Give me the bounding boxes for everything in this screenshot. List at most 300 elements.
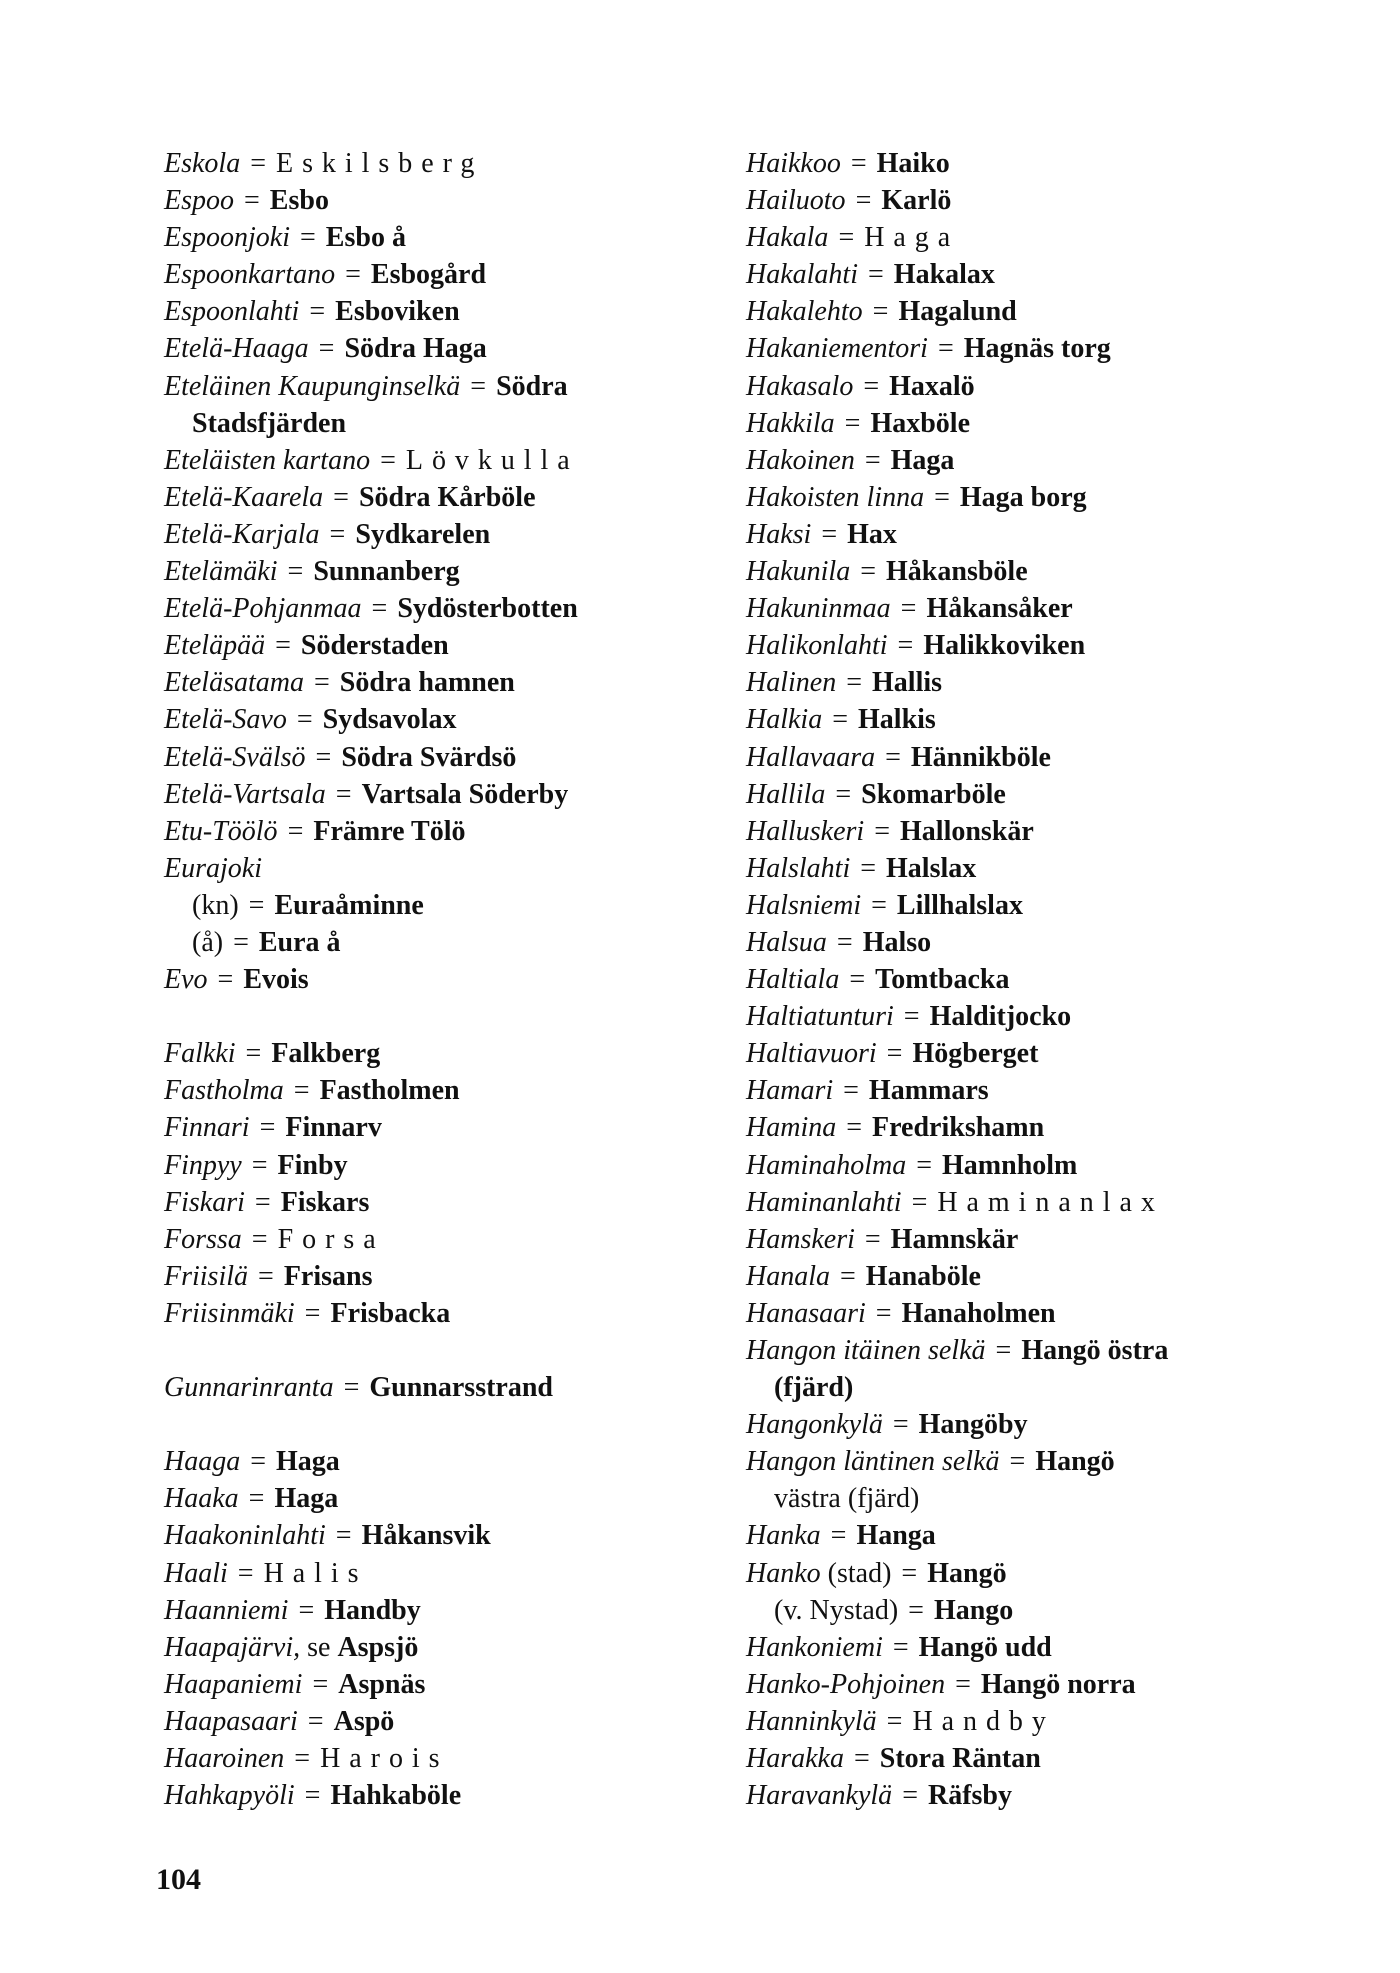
index-entry (746, 627, 1291, 664)
index-entry (746, 1221, 1291, 1258)
swedish-name: Aspsjö (337, 1631, 419, 1663)
finnish-name: Hanko-Pohjoinen (746, 1668, 946, 1700)
finnish-name: Hakalahti (746, 259, 858, 291)
equals-sign: = (312, 1668, 329, 1700)
index-entry (164, 627, 724, 664)
index-entry (746, 1666, 1291, 1703)
finnish-name: Haali (164, 1557, 228, 1589)
equals-sign: = (934, 481, 950, 513)
index-entry (164, 850, 724, 887)
finnish-name: Espoonkartano (164, 259, 336, 291)
equals-sign: = (318, 333, 335, 365)
equals-sign: = (217, 964, 234, 996)
entry-continuation (164, 405, 724, 442)
swedish-name: Hahkaböle (330, 1780, 462, 1812)
swedish-name: Fiskars (280, 1186, 370, 1218)
index-entry (746, 442, 1291, 479)
index-entry (746, 1517, 1291, 1554)
swedish-name: Stora Räntan (879, 1743, 1041, 1775)
swedish-name: Haga borg (959, 481, 1087, 513)
swedish-name: Vartsala Söderby (361, 778, 569, 810)
swedish-name: Sydösterbotten (397, 593, 578, 625)
equals-sign: = (863, 370, 880, 402)
finnish-name: Etelä-Pohjanmaa (164, 593, 362, 625)
index-entry (164, 516, 724, 553)
index-entry (746, 182, 1291, 219)
index-entry (164, 368, 724, 405)
swedish-name: Halkis (858, 704, 936, 736)
section-gap (164, 1406, 724, 1443)
swedish-name: Handby (912, 1705, 1055, 1737)
swedish-name: Euraåminne (274, 889, 424, 921)
swedish-name: Halso (862, 926, 932, 958)
index-entry (746, 1703, 1291, 1740)
right-column (746, 145, 1291, 1814)
finnish-name: Halikonlahti (746, 630, 888, 662)
swedish-name: Aspnäs (338, 1668, 426, 1700)
finnish-name: Hallavaara (746, 741, 876, 773)
swedish-name: Hangöby (918, 1409, 1028, 1441)
swedish-name: Södra (496, 370, 568, 402)
index-entry (164, 553, 724, 590)
index-entry (164, 813, 724, 850)
finnish-name: Haaga (164, 1446, 241, 1478)
finnish-name: Hanninkylä (746, 1705, 877, 1737)
equals-sign: = (304, 1297, 321, 1329)
equals-sign: = (897, 630, 914, 662)
index-entry (164, 1666, 724, 1703)
equals-sign: = (843, 1075, 859, 1107)
equals-sign: = (871, 889, 887, 921)
index-entry (746, 1629, 1291, 1666)
entry-continuation (746, 1369, 1291, 1406)
finnish-name: Halkia (746, 704, 823, 736)
equals-sign: = (838, 222, 855, 254)
swedish-name: Esbo (269, 185, 329, 217)
index-entry (746, 1147, 1291, 1184)
swedish-name: Hanga (856, 1520, 936, 1552)
finnish-name: Finnari (164, 1112, 250, 1144)
equals-sign: = (343, 1372, 360, 1404)
index-entry (746, 553, 1291, 590)
swedish-name: Forsa (277, 1223, 385, 1255)
swedish-name: Haiko (876, 148, 950, 179)
finnish-name: Hahkapyöli (164, 1780, 295, 1812)
finnish-name: Hakalehto (746, 296, 863, 328)
swedish-name: Esboviken (335, 296, 460, 328)
equals-sign: = (293, 1075, 310, 1107)
index-entry (164, 887, 724, 924)
finnish-name: Hangon läntinen selkä (746, 1446, 1000, 1478)
swedish-name: Finnarv (285, 1112, 382, 1144)
see-reference: se (307, 1631, 331, 1663)
finnish-name: Eteläsatama (164, 667, 304, 699)
equals-sign: = (251, 1149, 268, 1181)
finnish-name: Etu-Töölö (164, 815, 278, 847)
finnish-name: Haanniemi (164, 1594, 289, 1626)
swedish-name: Sydkarelen (355, 518, 491, 550)
equals-sign: = (900, 593, 917, 625)
finnish-name: Etelä-Svälsö (164, 741, 306, 773)
equals-sign: = (955, 1668, 971, 1700)
equals-sign: = (886, 1705, 903, 1737)
entry-qualifier: (v. Nystad) (774, 1594, 899, 1626)
finnish-name: Haravankylä (746, 1780, 893, 1812)
finnish-name: Eurajoki (164, 852, 262, 884)
index-entry (746, 701, 1291, 738)
swedish-name: Evois (243, 964, 309, 996)
finnish-name: Espoo (164, 185, 234, 217)
equals-sign: = (901, 1557, 918, 1589)
index-entry (746, 998, 1291, 1035)
index-entry (164, 1703, 724, 1740)
finnish-name: Eteläpää (164, 630, 266, 662)
index-entry (164, 479, 724, 516)
equals-sign: = (885, 741, 901, 773)
swedish-name: Esbo å (325, 222, 406, 254)
swedish-name: Hangö (927, 1557, 1007, 1589)
left-column (164, 145, 724, 1814)
swedish-name: Fastholmen (319, 1075, 460, 1107)
equals-sign: = (335, 778, 352, 810)
equals-sign: = (844, 407, 861, 439)
finnish-name: Halsua (746, 926, 827, 958)
swedish-name: Haminanlax (937, 1186, 1164, 1218)
index-entry (746, 256, 1291, 293)
finnish-name: Forssa (164, 1223, 242, 1255)
equals-sign: = (916, 1149, 933, 1181)
equals-sign: = (864, 444, 881, 476)
finnish-name: Haakoninlahti (164, 1520, 326, 1552)
equals-sign: = (244, 185, 260, 217)
swedish-name: Haga (274, 1483, 339, 1515)
index-entry (746, 961, 1291, 998)
finnish-name: Hamina (746, 1112, 837, 1144)
index-entry (746, 1295, 1291, 1332)
finnish-name: Hanala (746, 1260, 830, 1292)
swedish-name: Haga (276, 1446, 340, 1478)
index-entry (164, 1258, 724, 1295)
equals-sign: = (872, 296, 889, 328)
swedish-name: Söderstaden (300, 630, 449, 662)
entry-qualifier: (kn) (192, 889, 239, 921)
swedish-name: Södra hamnen (339, 667, 515, 699)
swedish-name: Karlö (881, 185, 952, 217)
index-entry (164, 1480, 724, 1517)
swedish-name: Hagalund (898, 296, 1017, 328)
swedish-name: Hallonskär (900, 815, 1034, 847)
finnish-name: Halinen (746, 667, 837, 699)
equals-sign: = (832, 704, 849, 736)
equals-sign: = (937, 333, 954, 365)
swedish-name: Eura å (258, 926, 341, 958)
swedish-name: Haga (864, 222, 960, 254)
finnish-name: Halslahti (746, 852, 851, 884)
equals-sign: = (860, 852, 877, 884)
swedish-name: Hännikböle (910, 741, 1051, 773)
index-entry (164, 256, 724, 293)
swedish-name-continued: västra (fjärd) (774, 1483, 920, 1515)
index-entry (164, 1109, 724, 1146)
swedish-name: Frisans (283, 1260, 373, 1292)
swedish-name: Hangö udd (918, 1631, 1052, 1663)
section-gap (164, 998, 724, 1035)
finnish-name: Fiskari (164, 1186, 245, 1218)
swedish-name: Södra Svärdsö (341, 741, 517, 773)
swedish-name: Halis (263, 1557, 368, 1589)
equals-sign: = (345, 259, 361, 291)
swedish-name: Hango (933, 1594, 1014, 1626)
equals-sign: = (846, 1112, 863, 1144)
swedish-name: Främre Tölö (313, 815, 466, 847)
swedish-name: Hamnskär (890, 1223, 1019, 1255)
finnish-name: Hamskeri (746, 1223, 855, 1255)
swedish-name: Lövkulla (405, 444, 579, 476)
equals-sign: = (333, 481, 349, 513)
index-entry (164, 1369, 724, 1406)
equals-sign: = (258, 1260, 274, 1292)
finnish-name: Haminaholma (746, 1149, 907, 1181)
index-entry (746, 1332, 1291, 1369)
index-entry (164, 1035, 724, 1072)
swedish-name: Sydsavolax (322, 704, 457, 736)
index-entry (164, 701, 724, 738)
equals-sign: = (275, 630, 291, 662)
swedish-name: Esbogård (370, 259, 487, 291)
finnish-name: Hailuoto (746, 185, 846, 217)
index-entry (746, 1740, 1291, 1777)
finnish-name: Haminanlahti (746, 1186, 902, 1218)
equals-sign: = (380, 444, 396, 476)
index-entry (164, 1147, 724, 1184)
equals-sign: = (233, 926, 249, 958)
index-entry (746, 1555, 1291, 1592)
equals-sign: = (886, 1038, 903, 1070)
finnish-name: Hakoinen (746, 444, 855, 476)
index-entry (746, 1109, 1291, 1146)
swedish-name: Hamnholm (942, 1149, 1078, 1181)
equals-sign: = (860, 556, 877, 588)
equals-sign: = (237, 1557, 254, 1589)
equals-sign: = (296, 704, 313, 736)
index-entry (164, 1777, 724, 1814)
finnish-name: Hakuninmaa (746, 593, 891, 625)
finnish-name: Eteläisten kartano (164, 444, 371, 476)
index-entry (164, 590, 724, 627)
swedish-name: Aspö (333, 1705, 395, 1737)
equals-sign: = (259, 1112, 276, 1144)
swedish-name: Södra Kårböle (358, 481, 536, 513)
finnish-name: Finpyy (164, 1149, 242, 1181)
finnish-name: Hakoisten linna (746, 481, 925, 513)
finnish-name: Etelä-Karjala (164, 518, 320, 550)
index-entry (746, 330, 1291, 367)
swedish-name: Haxböle (870, 407, 970, 439)
index-entry (164, 182, 724, 219)
index-entry (164, 1517, 724, 1554)
finnish-name: Etelä-Vartsala (164, 778, 326, 810)
swedish-name: Hagnäs torg (963, 333, 1111, 365)
equals-sign: = (287, 556, 304, 588)
index-entry (746, 368, 1291, 405)
swedish-name: Frisbacka (330, 1297, 451, 1329)
index-entry (746, 516, 1291, 553)
swedish-name-continued: (fjärd) (774, 1372, 854, 1404)
equals-sign: = (836, 926, 853, 958)
finnish-name: Hakkila (746, 407, 835, 439)
equals-sign: = (849, 964, 866, 996)
equals-sign: = (251, 1223, 268, 1255)
index-entry (746, 887, 1291, 924)
equals-sign: = (298, 1594, 315, 1626)
swedish-name: Håkansåker (926, 593, 1073, 625)
finnish-name: Espoonjoki (164, 222, 290, 254)
swedish-name: Skomarböle (861, 778, 1006, 810)
equals-sign: = (1009, 1446, 1026, 1478)
swedish-name: Södra Haga (344, 333, 487, 365)
index-entry (164, 1295, 724, 1332)
equals-sign: = (294, 1743, 311, 1775)
entry-continuation (746, 1480, 1291, 1517)
finnish-name: Etelä-Kaarela (164, 481, 324, 513)
finnish-name: Haltiatunturi (746, 1001, 894, 1033)
swedish-name: Hangö (1035, 1446, 1115, 1478)
index-entry (164, 1629, 724, 1666)
index-entry (164, 1184, 724, 1221)
equals-sign: = (908, 1594, 924, 1626)
index-entry (746, 1035, 1291, 1072)
index-entry (164, 293, 724, 330)
swedish-name: Tomtbacka (875, 964, 1010, 996)
finnish-name: Haapasaari (164, 1705, 298, 1737)
swedish-name: Halslax (886, 852, 977, 884)
index-entry (746, 1443, 1291, 1480)
equals-sign: = (300, 222, 316, 254)
equals-sign: = (830, 1520, 847, 1552)
equals-sign: = (248, 889, 265, 921)
finnish-name: Haltiala (746, 964, 840, 996)
equals-sign: = (315, 741, 332, 773)
index-entry (746, 664, 1291, 701)
swedish-name: Gunnarsstrand (369, 1372, 553, 1404)
equals-sign: = (874, 815, 891, 847)
finnish-name: Haksi (746, 518, 812, 550)
swedish-name: Hallis (872, 667, 943, 699)
finnish-name: Haaroinen (164, 1743, 285, 1775)
swedish-name: Hakalax (893, 259, 995, 291)
index-entry (746, 145, 1291, 182)
finnish-name: Haikkoo (746, 148, 841, 179)
index-entry (164, 1740, 724, 1777)
swedish-name: Hax (847, 518, 897, 550)
finnish-name: Hakala (746, 222, 829, 254)
finnish-name: Hakasalo (746, 370, 854, 402)
index-entry (164, 1443, 724, 1480)
equals-sign: = (287, 815, 304, 847)
swedish-name: Hangö norra (980, 1668, 1136, 1700)
equals-sign: = (329, 518, 346, 550)
equals-sign: = (892, 1409, 909, 1441)
equals-sign: = (304, 1780, 321, 1812)
finnish-name: Hanko (746, 1557, 821, 1589)
equals-sign: = (875, 1297, 892, 1329)
finnish-name: Halluskeri (746, 815, 865, 847)
swedish-name: Räfsby (927, 1780, 1012, 1812)
index-entry (746, 1777, 1291, 1814)
equals-sign: = (855, 185, 872, 217)
finnish-name: Hakaniementori (746, 333, 928, 365)
equals-sign: = (902, 1780, 918, 1812)
swedish-name: Högberget (912, 1038, 1039, 1070)
index-entry (746, 293, 1291, 330)
index-entry (746, 776, 1291, 813)
equals-sign: = (314, 667, 330, 699)
finnish-name: Hanasaari (746, 1297, 866, 1329)
swedish-name: Harois (320, 1743, 449, 1775)
finnish-name: Eteläinen Kaupunginselkä (164, 370, 461, 402)
equals-sign: = (250, 148, 267, 179)
equals-sign: = (846, 667, 863, 699)
finnish-name: Hakunila (746, 556, 851, 588)
index-entry (164, 1221, 724, 1258)
swedish-name: Falkberg (271, 1038, 381, 1070)
index-entry (746, 1406, 1291, 1443)
finnish-name: Hamari (746, 1075, 834, 1107)
equals-sign: = (248, 1483, 265, 1515)
finnish-name: Friisilä (164, 1260, 249, 1292)
equals-sign: = (245, 1038, 262, 1070)
finnish-name: Hankoniemi (746, 1631, 883, 1663)
equals-sign: = (371, 593, 388, 625)
equals-sign: = (840, 1260, 856, 1292)
swedish-name: Halditjocko (929, 1001, 1072, 1033)
equals-sign: = (307, 1705, 324, 1737)
equals-sign: = (903, 1001, 920, 1033)
swedish-name: Hangö östra (1021, 1335, 1169, 1366)
index-entry (746, 924, 1291, 961)
index-entry (746, 590, 1291, 627)
finnish-name: Halsniemi (746, 889, 862, 921)
index-entry (164, 1072, 724, 1109)
index-entry (746, 1592, 1291, 1629)
equals-sign: = (995, 1335, 1012, 1366)
index-entry (164, 739, 724, 776)
swedish-name: Lillhalslax (896, 889, 1023, 921)
finnish-name: Evo (164, 964, 208, 996)
swedish-name: Haxalö (889, 370, 975, 402)
index-entry (746, 739, 1291, 776)
finnish-name: Haapaniemi (164, 1668, 303, 1700)
page-number: 104 (156, 1863, 201, 1896)
index-entry (746, 1258, 1291, 1295)
equals-sign: = (835, 778, 852, 810)
index-entry (164, 442, 724, 479)
finnish-name: Hallila (746, 778, 826, 810)
equals-sign: = (853, 1743, 870, 1775)
swedish-name-continued: Stadsfjärden (192, 407, 347, 439)
finnish-name: Etelä-Savo (164, 704, 287, 736)
swedish-name: Hammars (868, 1075, 989, 1107)
index-entry (746, 1184, 1291, 1221)
section-gap (164, 1332, 724, 1369)
equals-sign: = (250, 1446, 267, 1478)
finnish-name: Falkki (164, 1038, 236, 1070)
equals-sign: = (309, 296, 326, 328)
finnish-name: Harakka (746, 1743, 844, 1775)
equals-sign: = (868, 259, 884, 291)
equals-sign: = (470, 370, 487, 402)
index-entry (164, 924, 724, 961)
